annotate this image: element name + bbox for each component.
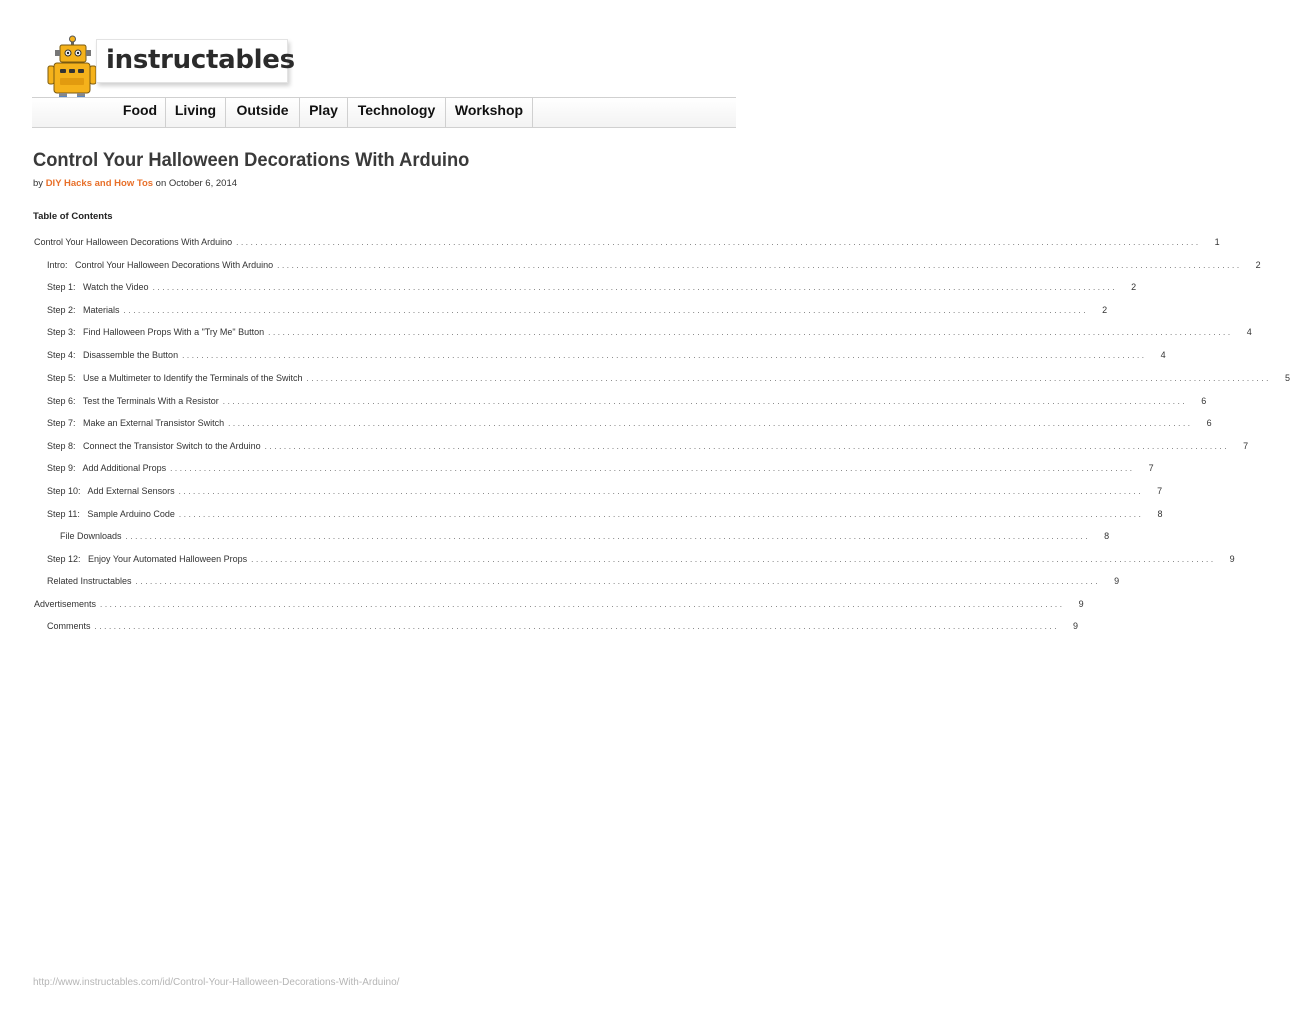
toc-entry-label: Advertisements	[34, 599, 97, 609]
toc-entry-label: Step 3: Find Halloween Props With a "Try Me" Button	[47, 327, 265, 337]
toc-entry-page: 6	[1206, 418, 1212, 428]
nav-item-play[interactable]: Play	[300, 98, 348, 127]
toc-leader-dots: ........................................................................................................................................................................................................	[135, 577, 1101, 586]
toc-entry-page: 2	[1102, 305, 1108, 315]
byline	[33, 178, 237, 189]
site-logo[interactable]: instructables	[106, 45, 295, 75]
toc-entry-label: Step 11: Sample Arduino Code	[47, 509, 175, 519]
toc-entry-label: Control Your Halloween Decorations With Arduino	[34, 237, 233, 247]
toc-entry[interactable]	[47, 325, 1252, 338]
toc-entry-page: 9	[1078, 599, 1084, 609]
toc-entry[interactable]	[47, 258, 1261, 271]
toc-entry-page: 8	[1104, 531, 1110, 541]
toc-heading: Table of Contents	[33, 211, 113, 222]
toc-entry[interactable]	[47, 371, 1290, 384]
toc-entry-label: File Downloads	[60, 531, 122, 541]
nav-item-technology[interactable]: Technology	[348, 98, 446, 127]
toc-entry[interactable]	[47, 303, 1108, 316]
toc-entry-label: Intro: Control Your Halloween Decorations With Arduino	[47, 260, 274, 270]
toc-entry-label: Step 5: Use a Multimeter to Identify the Terminals of the Switch	[47, 373, 303, 383]
toc-entry[interactable]	[47, 484, 1163, 497]
toc-entry-page: 9	[1073, 621, 1079, 631]
toc-leader-dots: ........................................................................................................................................................................................................	[170, 464, 1135, 473]
toc-entry-page: 8	[1157, 509, 1163, 519]
toc-entry-label: Step 6: Test the Terminals With a Resistor	[47, 396, 219, 406]
toc-entry-label: Related Instructables	[47, 576, 132, 586]
page-title: Control Your Halloween Decorations With Arduino	[33, 149, 470, 171]
toc-entry[interactable]	[47, 394, 1207, 407]
toc-entry-label: Step 9: Add Additional Props	[47, 463, 167, 473]
toc-entry-page: 7	[1157, 486, 1163, 496]
toc-entry-label: Comments	[47, 621, 91, 631]
nav-item-workshop[interactable]: Workshop	[446, 98, 533, 127]
toc-leader-dots: ........................................................................................................................................................................................................	[222, 397, 1188, 406]
toc-leader-dots: ........................................................................................................................................................................................................	[178, 510, 1144, 519]
toc-entry-page: 7	[1148, 463, 1154, 473]
author-link[interactable]: DIY Hacks and How Tos	[45, 178, 154, 189]
toc-entry-page: 9	[1114, 576, 1120, 586]
toc-leader-dots: ........................................................................................................................................................................................................	[94, 622, 1060, 631]
toc-leader-dots: ........................................................................................................................................................................................................	[178, 487, 1144, 496]
toc-leader-dots: ........................................................................................................................................................................................................	[236, 238, 1201, 247]
byline-date: on October 6, 2014	[153, 178, 238, 189]
nav-bar	[32, 97, 736, 128]
toc-entry-page: 4	[1246, 327, 1252, 337]
toc-entry-label: Step 7: Make an External Transistor Switch	[47, 418, 225, 428]
toc-entry[interactable]	[47, 416, 1212, 429]
toc-entry-label: Step 8: Connect the Transistor Switch to the Arduino	[47, 441, 261, 451]
toc-leader-dots: ........................................................................................................................................................................................................	[182, 351, 1147, 360]
toc-entry-label: Step 4: Disassemble the Button	[47, 350, 179, 360]
toc-entry-page: 5	[1284, 373, 1290, 383]
site-header	[0, 0, 768, 130]
toc-entry-label: Step 1: Watch the Video	[47, 282, 149, 292]
byline-prefix: by	[33, 178, 46, 189]
toc-entry[interactable]	[47, 507, 1163, 520]
toc-leader-dots: ........................................................................................................................................................................................................	[306, 374, 1271, 383]
toc-leader-dots: ........................................................................................................................................................................................................	[251, 555, 1216, 564]
toc-entry-page: 1	[1214, 237, 1220, 247]
toc-leader-dots: ........................................................................................................................................................................................................	[125, 532, 1091, 541]
toc-entry[interactable]	[34, 235, 1220, 248]
toc-entry-label: Step 10: Add External Sensors	[47, 486, 175, 496]
toc-leader-dots: ........................................................................................................................................................................................................	[123, 306, 1089, 315]
toc-entry[interactable]	[47, 619, 1079, 632]
toc-entry[interactable]	[34, 597, 1084, 610]
toc-leader-dots: ........................................................................................................................................................................................................	[277, 261, 1242, 270]
toc-entry[interactable]	[47, 574, 1120, 587]
toc-entry-label: Step 12: Enjoy Your Automated Halloween Props	[47, 554, 248, 564]
toc-entry-label: Step 2: Materials	[47, 305, 120, 315]
toc-entry[interactable]	[47, 439, 1249, 452]
nav-item-living[interactable]: Living	[166, 98, 226, 127]
toc-entry-page: 6	[1201, 396, 1207, 406]
toc-entry[interactable]	[47, 280, 1137, 293]
toc-entry[interactable]	[47, 348, 1166, 361]
toc-entry-page: 2	[1131, 282, 1137, 292]
nav-item-outside[interactable]: Outside	[226, 98, 300, 127]
toc-leader-dots: ........................................................................................................................................................................................................	[152, 283, 1118, 292]
toc-entry[interactable]	[47, 552, 1235, 565]
nav-item-food[interactable]: Food	[115, 98, 166, 127]
footer-url[interactable]: http://www.instructables.com/id/Control-Your-Halloween-Decorations-With-Arduino/	[33, 977, 400, 988]
toc-leader-dots: ........................................................................................................................................................................................................	[100, 600, 1065, 609]
toc-entry[interactable]	[47, 461, 1154, 474]
toc-leader-dots: ........................................................................................................................................................................................................	[264, 442, 1230, 451]
toc-leader-dots: ........................................................................................................................................................................................................	[268, 328, 1233, 337]
toc-entry-page: 9	[1229, 554, 1235, 564]
toc-leader-dots: ........................................................................................................................................................................................................	[228, 419, 1193, 428]
toc-entry[interactable]	[60, 529, 1110, 542]
toc-entry-page: 4	[1160, 350, 1166, 360]
toc-entry-page: 2	[1255, 260, 1261, 270]
toc-entry-page: 7	[1243, 441, 1249, 451]
